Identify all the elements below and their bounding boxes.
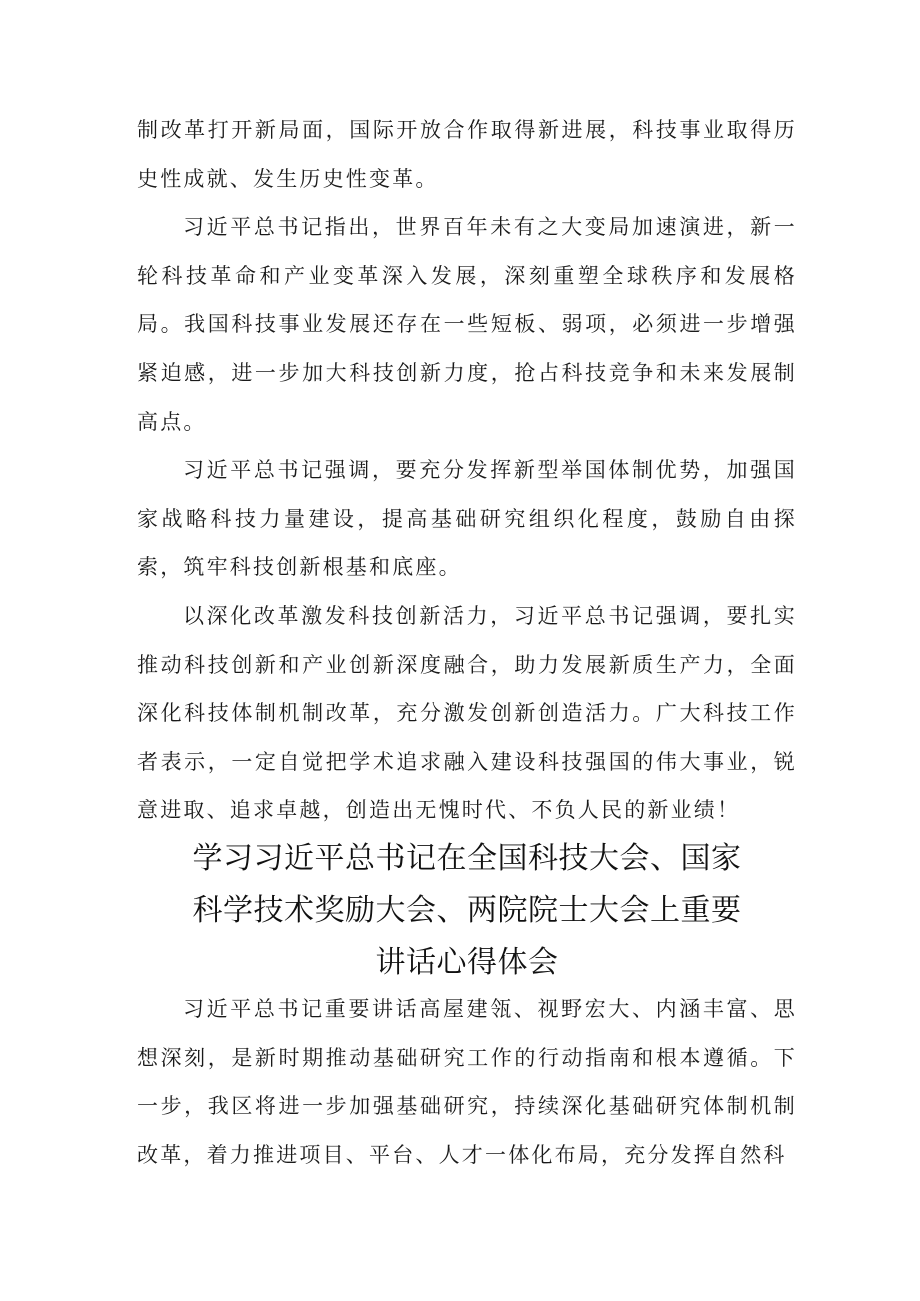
paragraph-continuation: 制改革打开新局面，国际开放合作取得新进展，科技事业取得历史性成就、发生历史性变革。	[137, 118, 797, 191]
paragraph-reform-vitality: 以深化改革激发科技创新活力，习近平总书记强调，要扎实推动科技创新和产业创新深度融合，助力发展新质生产力，全面深化科技体制机制改革，充分激发创新创造活力。广大科技工作者表示，一定自觉把学术追求融入建设科技强国的伟大事业，锐意进取、追求卓越，创造出无愧时代、不负人民的新业绩！	[137, 603, 797, 823]
paragraph-xi-pointed-out: 习近平总书记指出，世界百年未有之大变局加速演进，新一轮科技革命和产业变革深入发展，深刻重塑全球秩序和发展格局。我国科技事业发展还存在一些短板、弱项，必须进一步增强紧迫感，进一步加大科技创新力度，抢占科技竞争和未来发展制高点。	[137, 215, 797, 434]
title-line-3: 讲话心得体会	[375, 945, 559, 980]
title-line-1: 学习习近平总书记在全国科技大会、国家	[192, 841, 742, 876]
article-body-top	[137, 106, 797, 835]
paragraph-xi-emphasized-system: 习近平总书记强调，要充分发挥新型举国体制优势，加强国家战略科技力量建设，提高基础研究组织化程度，鼓励自由探索，筑牢科技创新根基和底座。	[137, 458, 797, 580]
article-title	[137, 833, 797, 989]
paragraph-speech-guidance: 习近平总书记重要讲话高屋建瓴、视野宏大、内涵丰富、思想深刻，是新时期推动基础研究工作的行动指南和根本遵循。下一步，我区将进一步加强基础研究，持续深化基础研究体制机制改革，着力推进项目、平台、人才一体化布局，充分发挥自然科	[137, 997, 797, 1167]
article-body-bottom	[137, 985, 797, 1179]
title-line-2: 科学技术奖励大会、两院院士大会上重要	[192, 893, 742, 928]
